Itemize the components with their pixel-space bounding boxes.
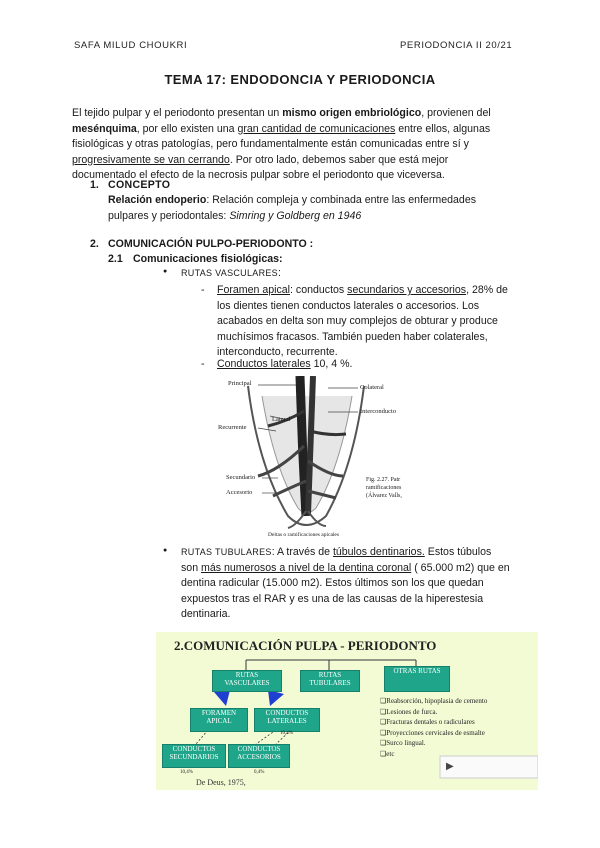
box-conductos-laterales: CONDUCTOS LATERALES xyxy=(254,708,320,732)
list-item: ❑etc xyxy=(380,749,395,758)
slide-diagram xyxy=(156,632,538,790)
box-foramen-apical: FORAMEN APICAL xyxy=(190,708,248,732)
box-conductos-accesorios: CONDUCTOS ACCESORIOS xyxy=(228,744,290,768)
pct-secundarios: 10,4% xyxy=(180,770,193,775)
label-interconducto: Interconducto xyxy=(360,408,397,415)
dash-conductos: - xyxy=(201,358,205,370)
rutas-vasculares-label: RUTAS VASCULARES: xyxy=(181,267,281,279)
rutas-tubulares-text: RUTAS TUBULARES: A través de túbulos dentinarios. Estos túbulos son más numerosos a nivel de la dentina coronal ( 65.000 m2) que en dentina radicular (15.000 m2). Estos últimos son los que quedan expuestos tras el RAR y es una de las causas de la hiperestesia dentinaria. xyxy=(181,546,510,620)
box-conductos-secundarios: CONDUCTOS SECUNDARIOS xyxy=(162,744,226,768)
label-accesorio: Accesorio xyxy=(226,489,253,496)
slide-title: 2.COMUNICACIÓN PULPA - PERIODONTO xyxy=(174,638,437,653)
box-rutas-tubulares: RUTAS TUBULARES xyxy=(300,670,360,692)
section-1-heading: CONCEPTO xyxy=(108,179,171,191)
pct-accesorios: 0,4% xyxy=(254,770,265,775)
subsection-number: 2.1 xyxy=(108,253,123,265)
label-deltas: Deltas o ramificaciones apicales xyxy=(268,532,340,538)
page-title: TEMA 17: ENDODONCIA Y PERIODONCIA xyxy=(164,72,436,87)
list-item: ❑Proyecciones cervicales de esmalte xyxy=(380,728,485,737)
section-1-body: Relación endoperio: Relación compleja y combinada entre las enfermedades pulpares y periodontales: Simring y Goldberg en 1946 xyxy=(108,194,477,222)
section-2-number: 2. xyxy=(90,238,99,250)
box-rutas-vasculares: RUTAS VASCULARES xyxy=(212,670,282,692)
label-colateral: Colateral xyxy=(360,384,384,391)
list-item: ❑Surco lingual. xyxy=(380,739,426,747)
slide-source: De Deus, 1975, xyxy=(196,778,246,787)
section-2-heading: COMUNICACIÓN PULPO-PERIODONTO : xyxy=(108,238,314,250)
label-secundario: Secundario xyxy=(226,474,256,481)
box-otras-rutas: OTRAS RUTAS xyxy=(384,666,450,692)
header-author: SAFA MILUD CHOUKRI xyxy=(74,40,188,51)
pct-laterales: 10,4% xyxy=(280,731,293,736)
dash-foramen: - xyxy=(201,284,205,296)
root-canal-illustration xyxy=(218,376,397,541)
subsection-heading: Comunicaciones fisiológicas: xyxy=(133,253,283,265)
conductos-laterales-text: Conductos laterales 10, 4 %. xyxy=(217,358,353,370)
figure-caption: Fig. 2.27. Patr ramificaciones (Álvarez Valls, xyxy=(366,477,402,499)
play-icon[interactable]: ▶ xyxy=(446,761,454,772)
label-principal: Principal xyxy=(228,380,252,387)
foramen-apical-text: Foramen apical: conductos secundarios y accesorios, 28% de los dientes tienen conductos laterales o accesorios. Los acabados en delta son muy complejos de obturar y produce muchísimos fracasos. También pueden haber colaterales, interconducto, recurrente. xyxy=(217,284,508,358)
otras-rutas-list xyxy=(380,696,487,759)
label-recurrente: Recurrente xyxy=(218,424,247,431)
section-1-number: 1. xyxy=(90,179,99,191)
bullet-icon: ● xyxy=(163,547,168,554)
bullet-icon: ● xyxy=(163,268,168,275)
root-canal-figure xyxy=(218,376,402,541)
label-lateral: Lateral xyxy=(272,416,291,423)
list-item: ❑Fracturas dentales o radiculares xyxy=(380,718,475,726)
header-course: PERIODONCIA II 20/21 xyxy=(400,40,513,51)
list-item: ❑Lesiones de furca. xyxy=(380,707,438,716)
list-item: ❑Reabsorción, hipoplasia de cemento xyxy=(380,697,488,705)
intro-paragraph: El tejido pulpar y el periodonto presentan un mismo origen embriológico, provienen del mesénquima, por ello existen una gran cantidad de comunicaciones entre ellos, algunas fisiológicas y otras patologías, pero fundamentalmente están comunicadas entre sí y progresivamente se van cerrando. Por otro lado, debemos saber que está mejor documentado el efecto de la necrosis pulpar sobre el periodonto que viceversa. xyxy=(72,107,491,181)
